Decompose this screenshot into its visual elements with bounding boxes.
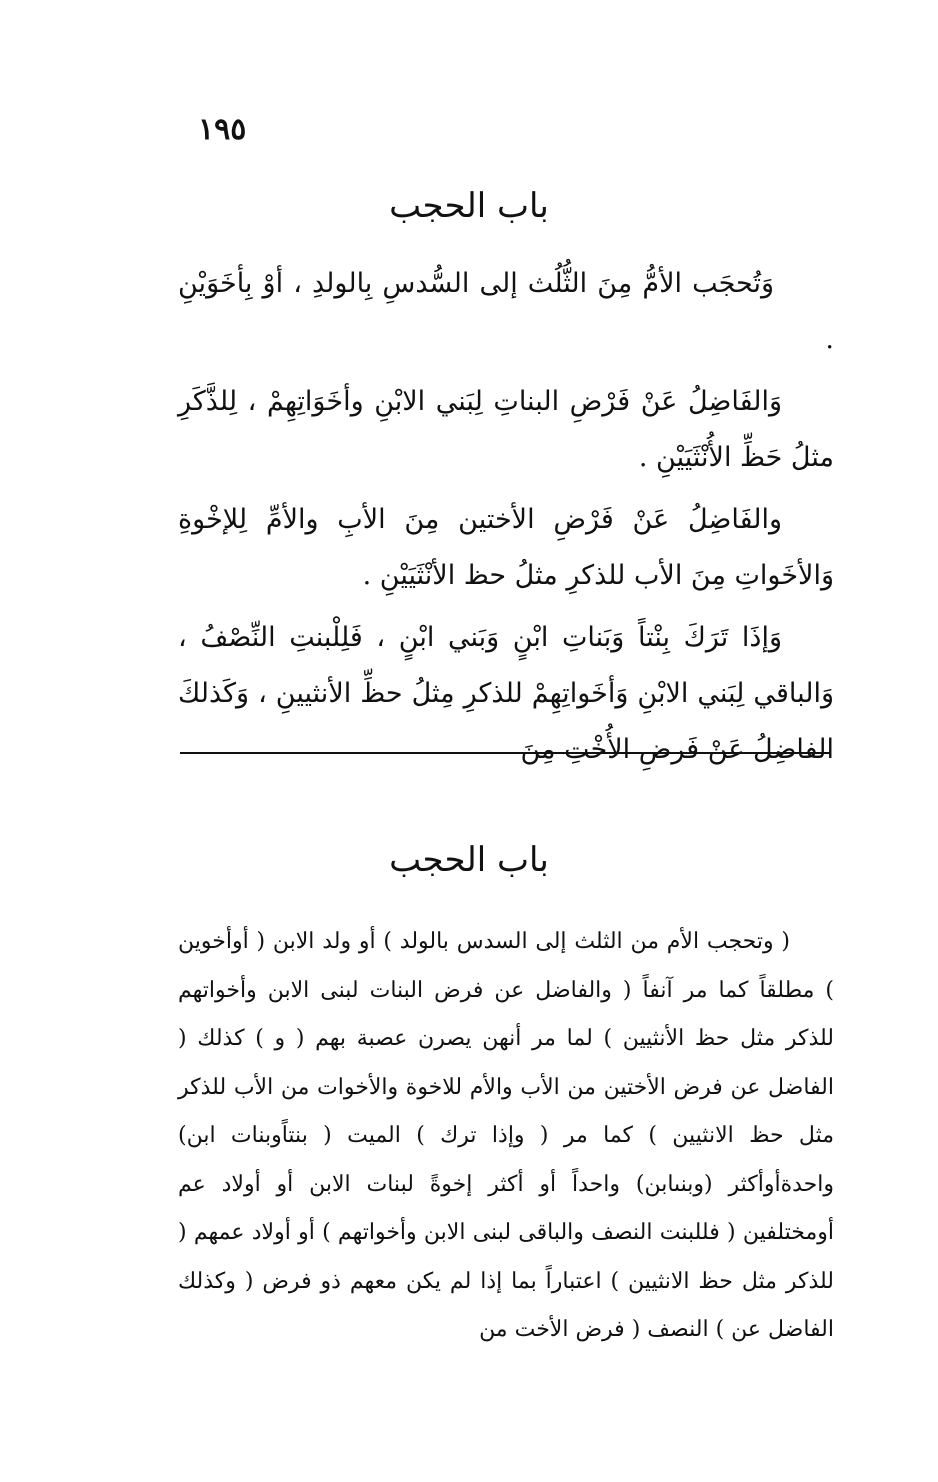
section-divider (180, 752, 831, 754)
matn-paragraph: وَإذَا تَرَكَ بِنْتاً وَبَناتِ ابْنٍ وَبَني ابْنٍ ، فَلِلْبنتِ النِّصْفُ ، وَالباقي لِبَني الابْنِ وَأخَواتِهِمْ للذكرِ مِثلُ حظِّ الأنثيينِ ، وَكَذلكَ الفاضِلُ عَنْ فَرضِ الأُخْتِ مِنَ (178, 622, 834, 765)
matn-paragraph: وَتُحجَب الأمُّ مِنَ الثُّلُث إلى السُّدسِ بِالولدِ ، أوْ بِأخَوَيْنِ . (178, 268, 834, 355)
sharh-text-block: ( وتحجب الأم من الثلث إلى السدس بالولد ) أو ولد الابن ( أوأخوين ) مطلقاً كما مر آنفاً ( والفاضل عن فرض البنات لبنى الابن وأخواتهم للذكر مثل حظ الأنثيين ) لما مر أنهن يصرن عصبة بهم ( و ) كذلك ( الفاضل عن فرض الأختين من الأب والأم للاخوة والأخوات من الأب للذكر مثل حظ الانثيين ) كما مر ( وإذا ترك ) الميت ( بنتاًوبنات ابن) واحدةأوأكثر (وبنىابن) واحداً أو أكثر إخوةً لبنات الابن أو أولاد عم أومختلفين ( فللبنت النصف والباقى لبنى الابن وأخواتهم ) أو أولاد عمهم ( للذكر مثل حظ الانثيين ) اعتباراً بما إذا لم يكن معهم ذو فرض ( وكذلك الفاضل عن ) النصف ( فرض الأخت من (178, 929, 834, 1342)
sharh-chapter-title: باب الحجب (389, 840, 549, 880)
matn-text-block (178, 256, 834, 784)
matn-chapter-title: باب الحجب (389, 186, 549, 226)
matn-paragraph: وَالفَاضِلُ عَنْ فَرْضِ البناتِ لِبَني الابْنِ وأخَوَاتِهِمْ ، لِلذَّكَرِ مثلُ حَظِّ الأُنْثَيَيْنِ . (178, 386, 834, 473)
page-number: ١٩٥ (198, 112, 247, 147)
matn-paragraph: والفَاضِلُ عَنْ فَرْضِ الأختين مِنَ الأبِ والأمِّ لِلإخْوةِ وَالأخَواتِ مِنَ الأب للذكرِ مثلُ حظ الأنْثَيَيْنِ . (178, 504, 834, 591)
